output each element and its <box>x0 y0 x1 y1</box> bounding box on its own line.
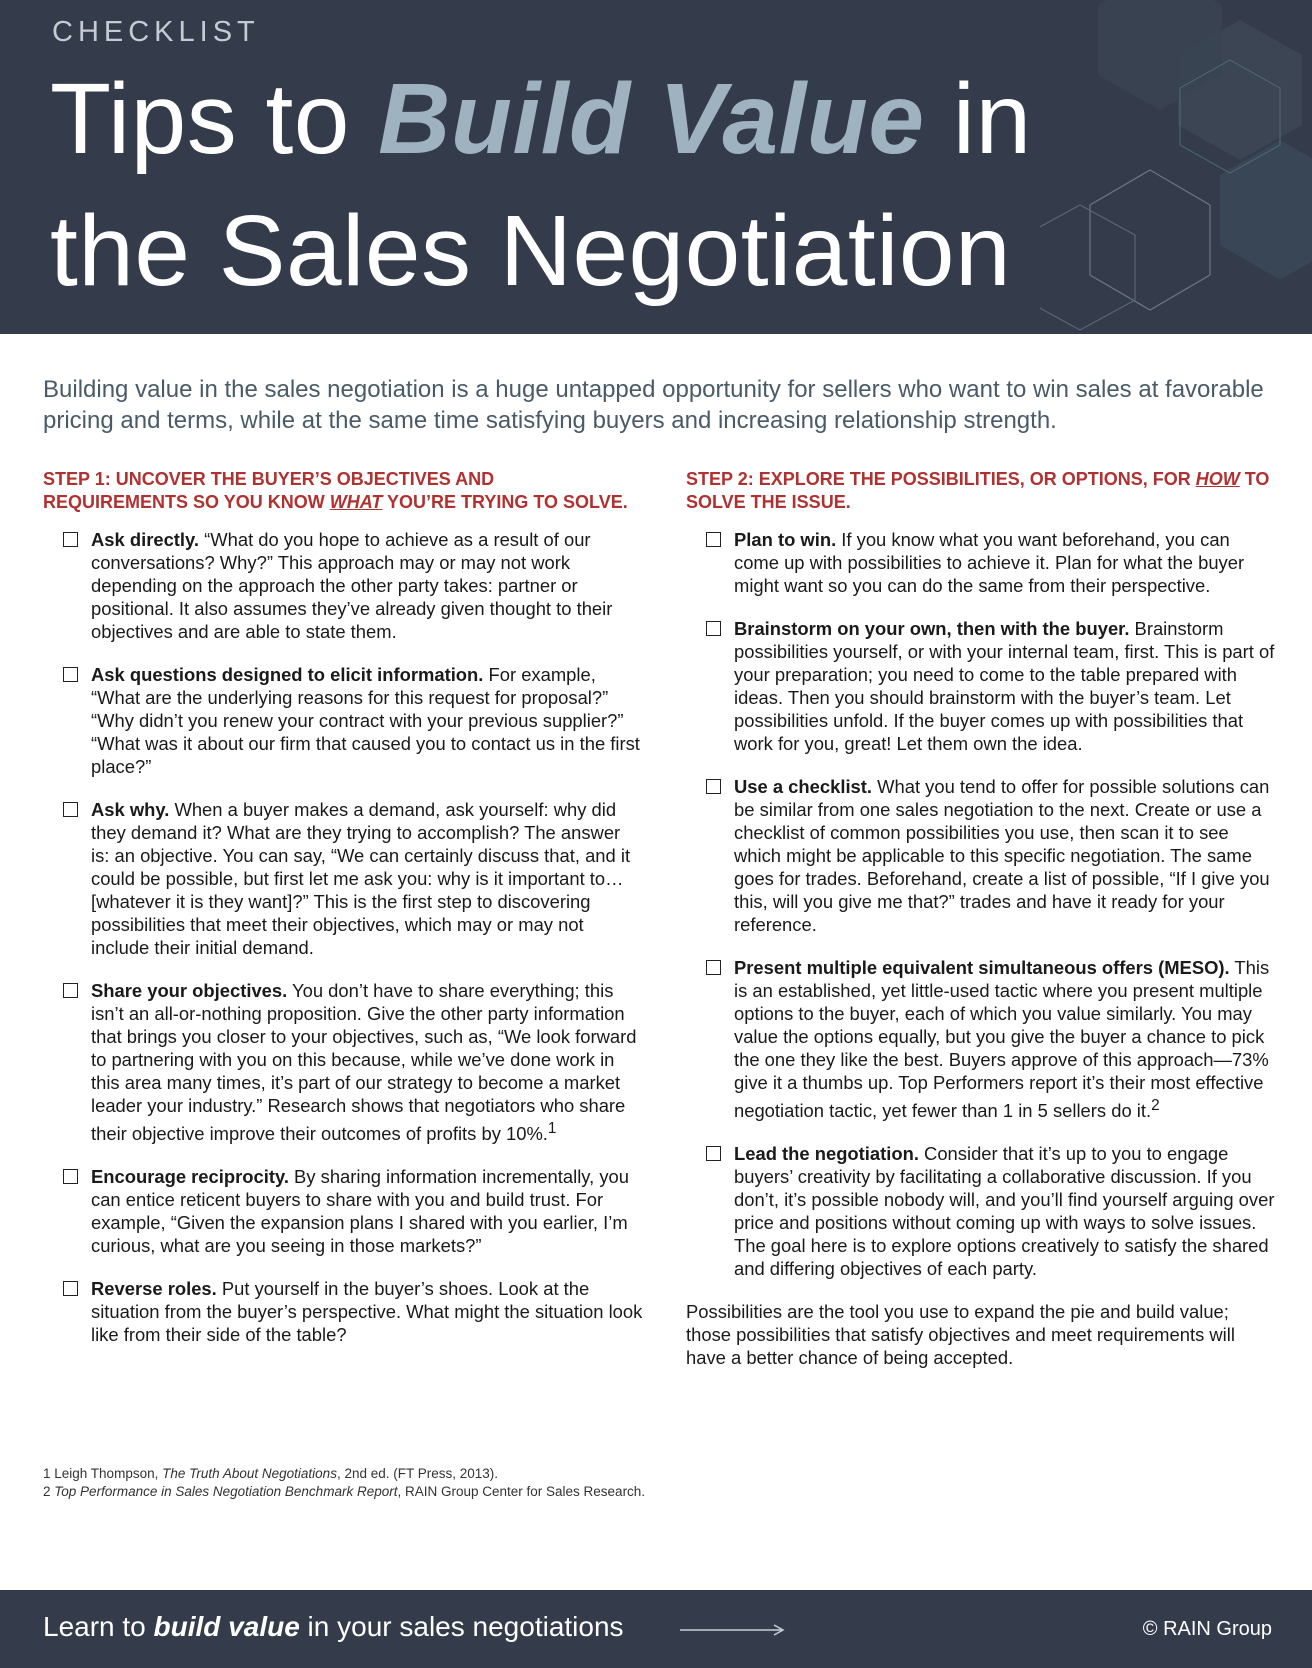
checkbox[interactable] <box>706 532 721 547</box>
checklist-item <box>686 956 1276 1122</box>
step2-heading-text: STEP 2: EXPLORE THE POSSIBILITIES, OR OPTIONS, FOR <box>686 469 1196 489</box>
hexagon-pattern-decoration <box>1040 0 1312 334</box>
step2-heading <box>686 468 1276 514</box>
item-title: Ask why. <box>91 799 170 820</box>
footnote-number: 1 <box>43 1466 51 1481</box>
item-text: What you tend to offer for possible solutions can be similar from one sales negotiation to the next. Create or use a checklist of common possibilities you use, then scan it to see which might be applicable to this specific negotiation. The same goes for trades. Beforehand, create a list of possible, “If I give you this, will you give me that?” trades and have it ready for your reference. <box>734 776 1270 935</box>
item-title: Ask directly. <box>91 529 200 550</box>
step1-checklist <box>43 528 643 1346</box>
title-text-end: in <box>924 63 1032 175</box>
step1-heading-text: STEP 1: UNCOVER THE BUYER’S OBJECTIVES AND REQUIREMENTS SO YOU KNOW <box>43 469 495 512</box>
footnotes <box>43 1465 645 1501</box>
footnote-text: , RAIN Group Center for Sales Research. <box>397 1484 646 1499</box>
item-text: This is an established, yet little-used tactic where you present multiple options to the buyer, each of which you value similarly. You may value the options equally, but you give the buyer a chance to pick the one they like the best. Buyers approve of this approach—73% give it a thumbs up. Top Performers report it’s their most effective negotiation tactic, yet fewer than 1 in 5 sellers do it. <box>734 957 1270 1122</box>
title-text: Tips to <box>50 63 379 175</box>
title-accent: Build Value <box>378 63 925 175</box>
checkbox[interactable] <box>706 779 721 794</box>
footnote-text: Leigh Thompson, <box>50 1466 163 1481</box>
footnote-title: Top Performance in Sales Negotiation Benchmark Report <box>54 1484 398 1499</box>
checkbox[interactable] <box>63 983 78 998</box>
footer-bar <box>0 1590 1312 1668</box>
learn-more-link[interactable] <box>43 1610 624 1644</box>
checkbox[interactable] <box>706 960 721 975</box>
cta-text-end: in your sales negotiations <box>299 1611 624 1642</box>
checkbox[interactable] <box>63 1281 78 1296</box>
footnote <box>43 1483 645 1501</box>
checkbox[interactable] <box>63 802 78 817</box>
footnote-number: 2 <box>43 1484 51 1499</box>
checkbox[interactable] <box>63 532 78 547</box>
item-title: Lead the negotiation. <box>734 1143 919 1165</box>
step1-heading <box>43 468 643 514</box>
footnote <box>43 1465 645 1483</box>
footnote-title: The Truth About Negotiations <box>162 1466 337 1481</box>
footnote-ref: 2 <box>1151 1097 1160 1114</box>
checklist-item <box>43 798 643 959</box>
item-text: “What do you hope to achieve as a result of our conversations? Why?” This approach may or may not work depending on the approach the other party takes: partner or positional. It also assumes they’ve already given thought to their objectives and are able to state them. <box>91 529 613 642</box>
step2-column <box>686 468 1276 1369</box>
item-text: Put yourself in the buyer’s shoes. Look at the situation from the buyer’s perspective. What might the situation look like from their side of the table? <box>91 1278 643 1346</box>
footnote-text: , 2nd ed. (FT Press, 2013). <box>336 1466 499 1481</box>
item-title: Ask questions designed to elicit information. <box>91 664 484 685</box>
checkbox[interactable] <box>706 1146 721 1161</box>
step2-checklist <box>686 528 1276 1280</box>
intro-paragraph: Building value in the sales negotiation is a huge untapped opportunity for sellers who want to win sales at favorable pricing and terms, while at the same time satisfying buyers and increasing relationship strength. <box>43 376 1264 434</box>
header-banner <box>0 0 1312 334</box>
checklist-item <box>686 617 1276 755</box>
item-title: Present multiple equivalent simultaneous offers (MESO). <box>734 957 1230 978</box>
cta-text: Learn to <box>43 1611 154 1642</box>
item-text: If you know what you want beforehand, you can come up with possibilities to achieve it. Plan for what the buyer might want so you can do the same from their perspective. <box>734 529 1245 596</box>
checklist-item <box>43 1277 643 1346</box>
item-title: Encourage reciprocity. <box>91 1166 289 1188</box>
item-text: By sharing information incrementally, you can entice reticent buyers to share with you and build trust. For example, “Given the expansion plans I shared with you earlier, I’m curious, what are you seeing in those markets?” <box>91 1166 629 1257</box>
step2-heading-emphasis: HOW <box>1195 469 1240 489</box>
item-text: You don’t have to share everything; this isn’t an all-or-nothing proposition. Give the other party information that brings you closer to your objectives, such as, “We look forward to partnering with you on this because, while we’ve done work in this area many times, it’s part of our strategy to become a market leader your industry.” Research shows that negotiators who share their objective improve their outcomes of profits by 10%. <box>91 980 637 1145</box>
step1-column <box>43 468 643 1366</box>
checklist-item <box>686 528 1276 597</box>
arrow-right-icon[interactable] <box>680 1623 786 1637</box>
item-text: For example, “What are the underlying reasons for this request for proposal?” “Why didn’t you renew your contract with your previous supplier?” “What was it about our firm that caused you to contact us in the first place?” <box>91 664 640 777</box>
item-title: Plan to win. <box>734 529 837 550</box>
step1-heading-text-end: YOU’RE TRYING TO SOLVE. <box>382 492 628 512</box>
item-text: Consider that it’s up to you to engage buyers’ creativity by facilitating a collaborative discussion. If you don’t, it’s possible nobody will, and you’ll find yourself arguing over price and positions without coming up with ways to solve issues. The goal here is to explore options creatively to satisfy the shared and differing objectives of each party. <box>734 1143 1275 1280</box>
item-title: Use a checklist. <box>734 776 873 797</box>
checklist-item <box>686 1142 1276 1280</box>
checklist-item <box>43 1165 643 1257</box>
step1-heading-emphasis: WHAT <box>329 492 383 512</box>
checkbox[interactable] <box>706 621 721 636</box>
footnote-ref: 1 <box>547 1120 557 1137</box>
item-text: Brainstorm possibilities yourself, or with your internal team, first. This is part of your preparation; you need to come to the table prepared with ideas. Then you should brainstorm with the buyer’s team. Let possibilities unfold. If the buyer comes up with possibilities that work for you, great! Let them own the idea. <box>734 618 1275 754</box>
item-title: Share your objectives. <box>91 980 288 1001</box>
closing-paragraph: Possibilities are the tool you use to expand the pie and build value; those possibilities that satisfy objectives and meet requirements will have a better chance of being accepted. <box>686 1301 1235 1369</box>
item-text: When a buyer makes a demand, ask yourself: why did they demand it? What are they trying to accomplish? The answer is: an objective. You can say, “We can certainly discuss that, and it could be possible, but first let me ask you: why is it important to… [whatever it is they want]?” This is the first step to discovering possibilities that meet their objectives, which may or may not include their initial demand. <box>91 799 631 958</box>
checklist-item <box>43 663 643 778</box>
copyright: © RAIN Group <box>1142 1618 1272 1640</box>
page-title-line-1 <box>50 64 1032 174</box>
step2-heading-text-end: TO SOLVE THE ISSUE. <box>686 469 1270 512</box>
checkbox[interactable] <box>63 1169 78 1184</box>
checklist-item <box>686 775 1276 936</box>
page-title-line-2: the Sales Negotiation <box>50 195 1012 307</box>
checkbox[interactable] <box>63 667 78 682</box>
checklist-item <box>43 528 643 643</box>
item-title: Brainstorm on your own, then with the buyer. <box>734 618 1130 639</box>
cta-emphasis: build value <box>153 1611 300 1642</box>
checklist-kicker: CHECKLIST <box>52 16 260 48</box>
item-title: Reverse roles. <box>91 1278 217 1300</box>
checklist-item <box>43 979 643 1145</box>
